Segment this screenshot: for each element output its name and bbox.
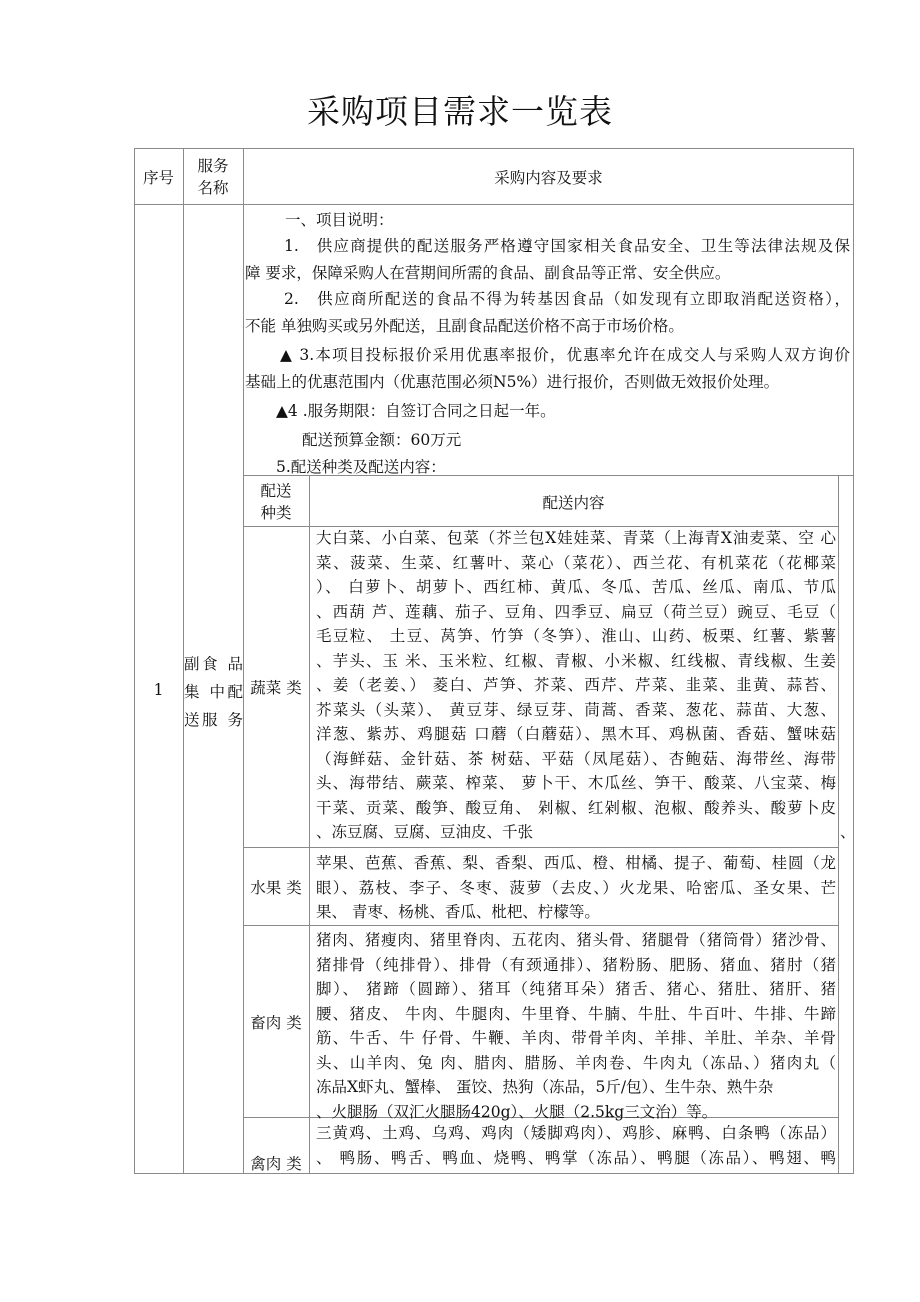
desc-line: ▲ 3.本项目投标报价采用优惠率报价，优惠率允许在成交人与采购人双方询价 bbox=[280, 346, 850, 364]
content-line: 头、海带结、蕨菜、榨菜、 萝卜干、木瓜丝、笋干、酸菜、八宝菜、梅 bbox=[316, 774, 836, 792]
desc-line: 障 要求，保障采购人在营期间所需的食品、副食品等正常、安全供应。 bbox=[245, 264, 731, 282]
content-line: 、芋头、玉 米、玉米粒、红椒、青椒、小米椒、红线椒、青线椒、生姜 bbox=[316, 651, 836, 670]
inner-row-divider bbox=[243, 925, 838, 926]
content-line: 腰、猪皮、 牛肉、牛腿肉、牛里脊、牛腩、牛肚、牛百叶、牛排、牛蹄 bbox=[316, 1004, 836, 1023]
content-line: 苹果、芭蕉、香蕉、梨、香梨、西瓜、橙、柑橘、提子、葡萄、桂圆（龙 bbox=[316, 854, 836, 872]
page-title: 采购项目需求一览表 bbox=[307, 92, 613, 131]
content-line: 、姜（老姜、） 菱白、芦笋、芥菜、西芹、芹菜、韭菜、韭黄、蒜苔、 bbox=[316, 676, 836, 694]
desc-line: 1. 供应商提供的配送服务严格遵守国家相关食品安全、卫生等法律法规及保 bbox=[284, 237, 850, 255]
livestock-meat-content bbox=[316, 928, 836, 1124]
content-line: 筋、牛舌、牛 仔骨、牛鞭、羊肉、带骨羊肉、羊排、羊肚、羊杂、羊骨 bbox=[316, 1029, 836, 1047]
content-line: 猪排骨（纯排骨）、排骨（有颈通排）、猪粉肠、肥肠、猪血、猪肘（猪 bbox=[316, 955, 836, 974]
desc-line: 基础上的优惠范围内（优惠范围必须N5%）进行报价，否则做无效报价处理。 bbox=[245, 373, 780, 391]
desc-line: 2. 供应商所配送的食品不得为转基因食品（如发现有立即取消配送资格）， bbox=[284, 290, 850, 308]
desc-line: 一、项目说明： bbox=[285, 211, 394, 229]
category-fruit: 水果 类 bbox=[250, 878, 302, 897]
inner-col-divider bbox=[309, 475, 310, 1174]
content-line: 、火腿肠（双汇火腿肠420g）、火腿（2.5kg三文治）等。 bbox=[316, 1102, 718, 1121]
content-line: 、 鸭肠、鸭舌、鸭血、烧鸭、鸭掌（冻品）、鸭腿（冻品）、鸭翅、鸭 bbox=[316, 1148, 836, 1167]
content-line: 菜、菠菜、生菜、红薯叶、菜心（菜花）、西兰花、有机菜花（花椰菜 bbox=[316, 553, 836, 572]
service-name-line: 副食 品 bbox=[184, 655, 243, 673]
content-line: 眼）、荔枝、李子、冬枣、菠萝（去皮、）火龙果、哈密瓜、圣女果、芒 bbox=[316, 878, 836, 897]
row-number: 1 bbox=[153, 680, 164, 699]
category-vegetables: 蔬菜 类 bbox=[250, 679, 302, 697]
content-line: 大白菜、小白菜、包菜（芥兰包X娃娃菜、青菜（上海青X油麦菜、空 心 bbox=[316, 529, 836, 547]
content-line: 三黄鸡、土鸡、乌鸡、鸡肉（矮脚鸡肉）、鸡胗、麻鸭、白条鸭（冻品） bbox=[316, 1124, 836, 1142]
content-line: ）、 白萝卜、胡萝卜、西红柿、黄瓜、冬瓜、苦瓜、丝瓜、南瓜、节瓜 bbox=[316, 578, 836, 596]
content-line: 头、山羊肉、兔 肉、腊肉、腊肠、羊肉卷、牛肉丸（冻品、）猪肉丸（ bbox=[316, 1053, 836, 1072]
content-line: 猪肉、猪瘦肉、猪里脊肉、五花肉、猪头骨、猪腿骨（猪筒骨）猪沙骨、 bbox=[316, 931, 836, 949]
desc-line: 不能 单独购买或另外配送，且副食品配送价格不高于市场价格。 bbox=[245, 317, 684, 335]
fruit-content bbox=[316, 851, 836, 925]
content-line: 、冻豆腐、豆腐、豆油皮、千张 bbox=[316, 823, 534, 841]
desc-line: 配送预算金额：60万元 bbox=[302, 431, 462, 449]
service-name bbox=[184, 650, 243, 734]
desc-line: 5.配送种类及配送内容： bbox=[276, 458, 446, 476]
content-line: 、西葫 芦、莲藕、茄子、豆角、四季豆、扁豆（荷兰豆）豌豆、毛豆（ bbox=[316, 602, 836, 621]
vegetables-content bbox=[316, 526, 836, 845]
service-name-line: 集 中配 bbox=[184, 683, 243, 701]
inner-col-divider bbox=[838, 475, 839, 1174]
category-poultry: 禽肉 类 bbox=[250, 1155, 302, 1173]
service-name-line: 送服 务 bbox=[184, 711, 243, 729]
inner-row-divider bbox=[243, 847, 838, 848]
content-line: 脚）、 猪蹄（圆蹄）、猪耳（纯猪耳朵）猪舌、猪心、猪肚、猪肝、猪 bbox=[316, 980, 836, 998]
content-line: 洋葱、紫苏、鸡腿菇 口蘑（白蘑菇）、黑木耳、鸡枞菌、香菇、蟹味菇 bbox=[316, 725, 836, 743]
header-content: 采购内容及要求 bbox=[494, 168, 603, 187]
inner-header-content: 配送内容 bbox=[542, 493, 605, 512]
poultry-content bbox=[316, 1121, 836, 1170]
content-line: （海鲜菇、金针菇、茶 树菇、平菇（凤尾菇）、杏鲍菇、海带丝、海带 bbox=[316, 749, 836, 768]
content-line: 冻品X虾丸、蟹棒、 蛋饺、热狗（冻品，5斤/包）、生牛杂、熟牛杂 bbox=[316, 1078, 774, 1096]
side-mark: 、 bbox=[840, 823, 856, 841]
inner-header-type: 配送 种类 bbox=[260, 481, 292, 522]
header-no: 序号 bbox=[142, 168, 174, 187]
category-livestock-meat: 畜肉 类 bbox=[250, 1013, 302, 1032]
header-service-name: 服务 名称 bbox=[197, 156, 229, 197]
desc-line: ▲4 .服务期限：自签订合同之日起一年。 bbox=[276, 402, 556, 420]
content-line: 干菜、贡菜、酸笋、酸豆角、 剁椒、红剁椒、泡椒、酸养头、酸萝卜皮 bbox=[316, 798, 836, 817]
content-line: 果、 青枣、杨桃、香瓜、枇杷、柠檬等。 bbox=[316, 903, 600, 921]
content-line: 毛豆粒、 土豆、莴笋、竹笋（冬笋）、淮山、山药、板栗、红薯、紫薯 bbox=[316, 627, 836, 645]
content-line: 芥菜头（头菜）、 黄豆芽、绿豆芽、茼蒿、香菜、葱花、蒜苗、大葱、 bbox=[316, 700, 836, 719]
